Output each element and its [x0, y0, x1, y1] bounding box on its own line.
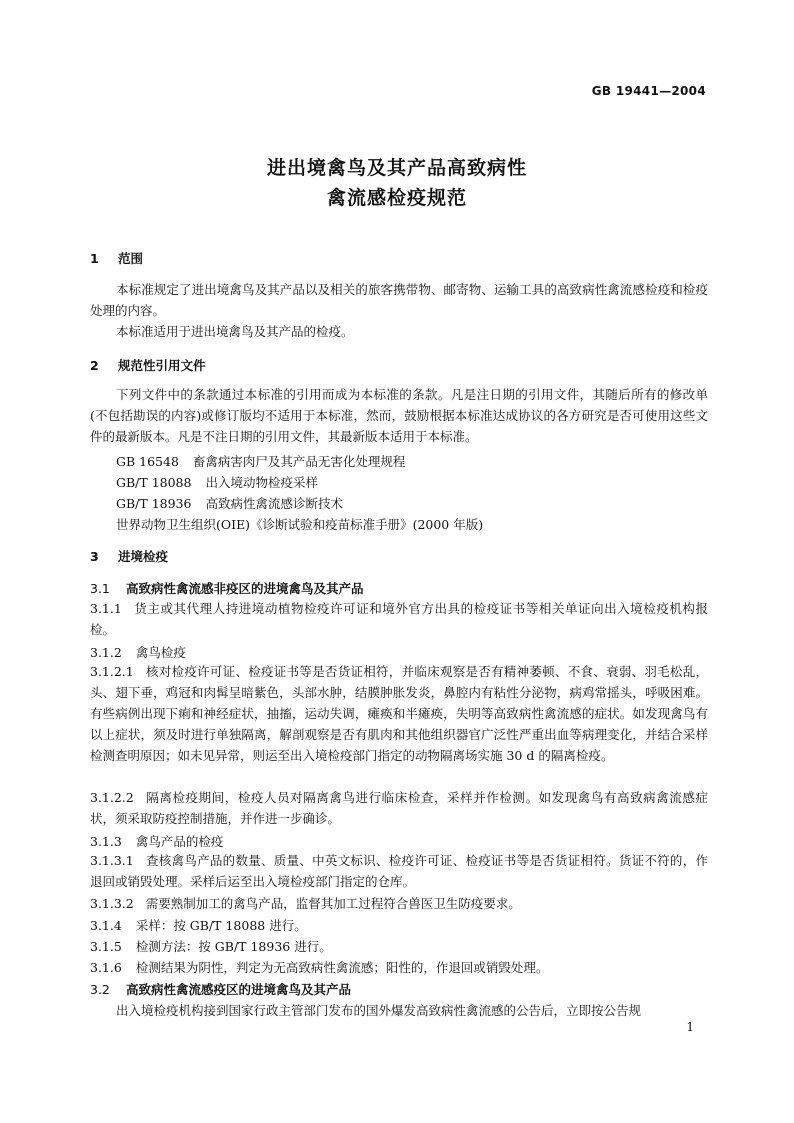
clause-3-1-3-1 — [90, 850, 708, 892]
clause-3-2-paragraph: 出入境检疫机构接到国家行政主管部门发布的国外爆发高致病性禽流感的公告后，立即按公告规 — [116, 1003, 642, 1018]
clause-3-1-3 — [90, 832, 223, 850]
clause-number: 3.1.2 — [90, 645, 122, 660]
section-2-heading — [90, 356, 206, 374]
section-title: 规范性引用文件 — [118, 358, 206, 373]
section-title: 范围 — [118, 251, 144, 266]
reference-code: GB 16548 — [116, 454, 179, 469]
clause-text: 禽鸟产品的检疫 — [135, 834, 224, 849]
clause-number: 3.1.1 — [90, 601, 122, 616]
clause-text: 核对检疫许可证、检疫证书等是否货证相符，并临床观察是否有精神萎顿、不食、衰弱、羽毛松乱，头、翅下垂，鸡冠和肉髯呈暗紫色，头部水肿，结膜肿胀发炎，鼻腔内有粘性分泌物，病鸡常摇头，呼吸困难。有些病例出现下痢和神经症状，抽搐，运动失调，瘫痪和半瘫痪，失明等高致病性禽流感的症状。如发现禽鸟有以上症状，须及时进行单独隔离，解剖观察是否有肌肉和其他组织器官广泛性严重出血等病理变化，并结合采样检测查明原因；如未见异常，则运至出入境检疫部门指定的动物隔离场实施 30 d 的隔离检疫。 — [90, 664, 708, 763]
clause-3-1-2 — [90, 643, 186, 661]
clause-text: 隔离检疫期间，检疫人员对隔离禽鸟进行临床检查，采样并作检测。如发现禽鸟有高致病禽流感症状，须采取防疫控制措施，并作进一步确诊。 — [90, 790, 708, 826]
reference-item — [116, 452, 405, 470]
document-title-line-1: 进出境禽鸟及其产品高致病性 — [266, 157, 527, 179]
clause-text: 禽鸟检疫 — [135, 645, 186, 660]
document-title-line-2: 禽流感检疫规范 — [326, 187, 467, 209]
clause-number: 3.1.2.1 — [90, 664, 134, 679]
section-number: 2 — [90, 358, 99, 373]
subsection-3-2-heading — [90, 980, 351, 998]
clause-number: 3.1.5 — [90, 939, 122, 954]
clause-3-1-2-1 — [90, 661, 708, 766]
reference-code: GB/T 18088 — [116, 475, 192, 490]
section-2-paragraph-1: 下列文件中的条款通过本标准的引用而成为本标准的条款。凡是注日期的引用文件，其随后所有的修改单(不包括勘误的内容)或修订版均不适用于本标准，然而，鼓励根据本标准达成协议的各方研究是否可使用这些文件的最新版本。凡是不注日期的引用文件，其最新版本适用于本标准。 — [90, 387, 708, 444]
reference-item — [116, 473, 318, 491]
clause-text: 需要熟制加工的禽鸟产品，监督其加工过程符合兽医卫生防疫要求。 — [145, 896, 521, 911]
clause-number: 3.1.6 — [90, 960, 122, 975]
clause-3-1-1 — [90, 598, 708, 640]
section-1-heading — [90, 249, 143, 267]
clause-text: 货主或其代理人持进境动植物检疫许可证和境外官方出具的检疫证书等相关单证向出入境检疫机构报检。 — [90, 601, 708, 637]
page-number: 1 — [686, 1020, 694, 1034]
clause-text: 检测方法：按 GB/T 18936 进行。 — [135, 939, 332, 954]
reference-title: 畜禽病害肉尸及其产品无害化处理规程 — [192, 454, 406, 469]
reference-title: 高致病性禽流感诊断技术 — [205, 496, 343, 511]
clause-3-1-3-2 — [90, 894, 521, 912]
clause-number: 3.1.2.2 — [90, 790, 134, 805]
section-number: 1 — [90, 251, 99, 266]
clause-3-1-4 — [90, 916, 307, 934]
clause-title: 高致病性禽流感非疫区的进境禽鸟及其产品 — [126, 581, 364, 596]
clause-text: 检测结果为阴性，判定为无高致病性禽流感；阳性的，作退回或销毁处理。 — [135, 960, 549, 975]
clause-number: 3.1.3 — [90, 834, 122, 849]
clause-title: 高致病性禽流感疫区的进境禽鸟及其产品 — [126, 982, 352, 997]
clause-text: 采样：按 GB/T 18088 进行。 — [135, 918, 307, 933]
section-3-heading — [90, 547, 168, 565]
clause-3-1-6 — [90, 958, 548, 976]
section-title: 进境检疫 — [118, 549, 169, 564]
clause-text: 查核禽鸟产品的数量、质量、中英文标识、检疫许可证、检疫证书等是否货证相符。货证不符的，作退回或销毁处理。采样后运至出入境检疫部门指定的仓库。 — [90, 853, 708, 889]
section-number: 3 — [90, 549, 99, 564]
clause-number: 3.1.4 — [90, 918, 122, 933]
reference-item-oie: 世界动物卫生组织(OIE)《诊断试验和疫苗标准手册》(2000 年版) — [116, 517, 484, 532]
clause-number: 3.1.3.1 — [90, 853, 134, 868]
clause-3-1-2-2 — [90, 787, 708, 829]
clause-number: 3.1.3.2 — [90, 896, 134, 911]
section-1-paragraph-2: 本标准适用于进出境禽鸟及其产品的检疫。 — [116, 324, 354, 339]
reference-title: 出入境动物检疫采样 — [205, 475, 318, 490]
reference-code: GB/T 18936 — [116, 496, 192, 511]
clause-3-1-5 — [90, 937, 332, 955]
clause-number: 3.2 — [90, 982, 110, 997]
standard-code: GB 19441—2004 — [591, 84, 706, 98]
clause-number: 3.1 — [90, 581, 110, 596]
section-1-paragraph-1: 本标准规定了进出境禽鸟及其产品以及相关的旅客携带物、邮寄物、运输工具的高致病性禽流感检疫和检疫处理的内容。 — [90, 282, 708, 318]
subsection-3-1-heading — [90, 579, 364, 597]
reference-item — [116, 494, 343, 512]
